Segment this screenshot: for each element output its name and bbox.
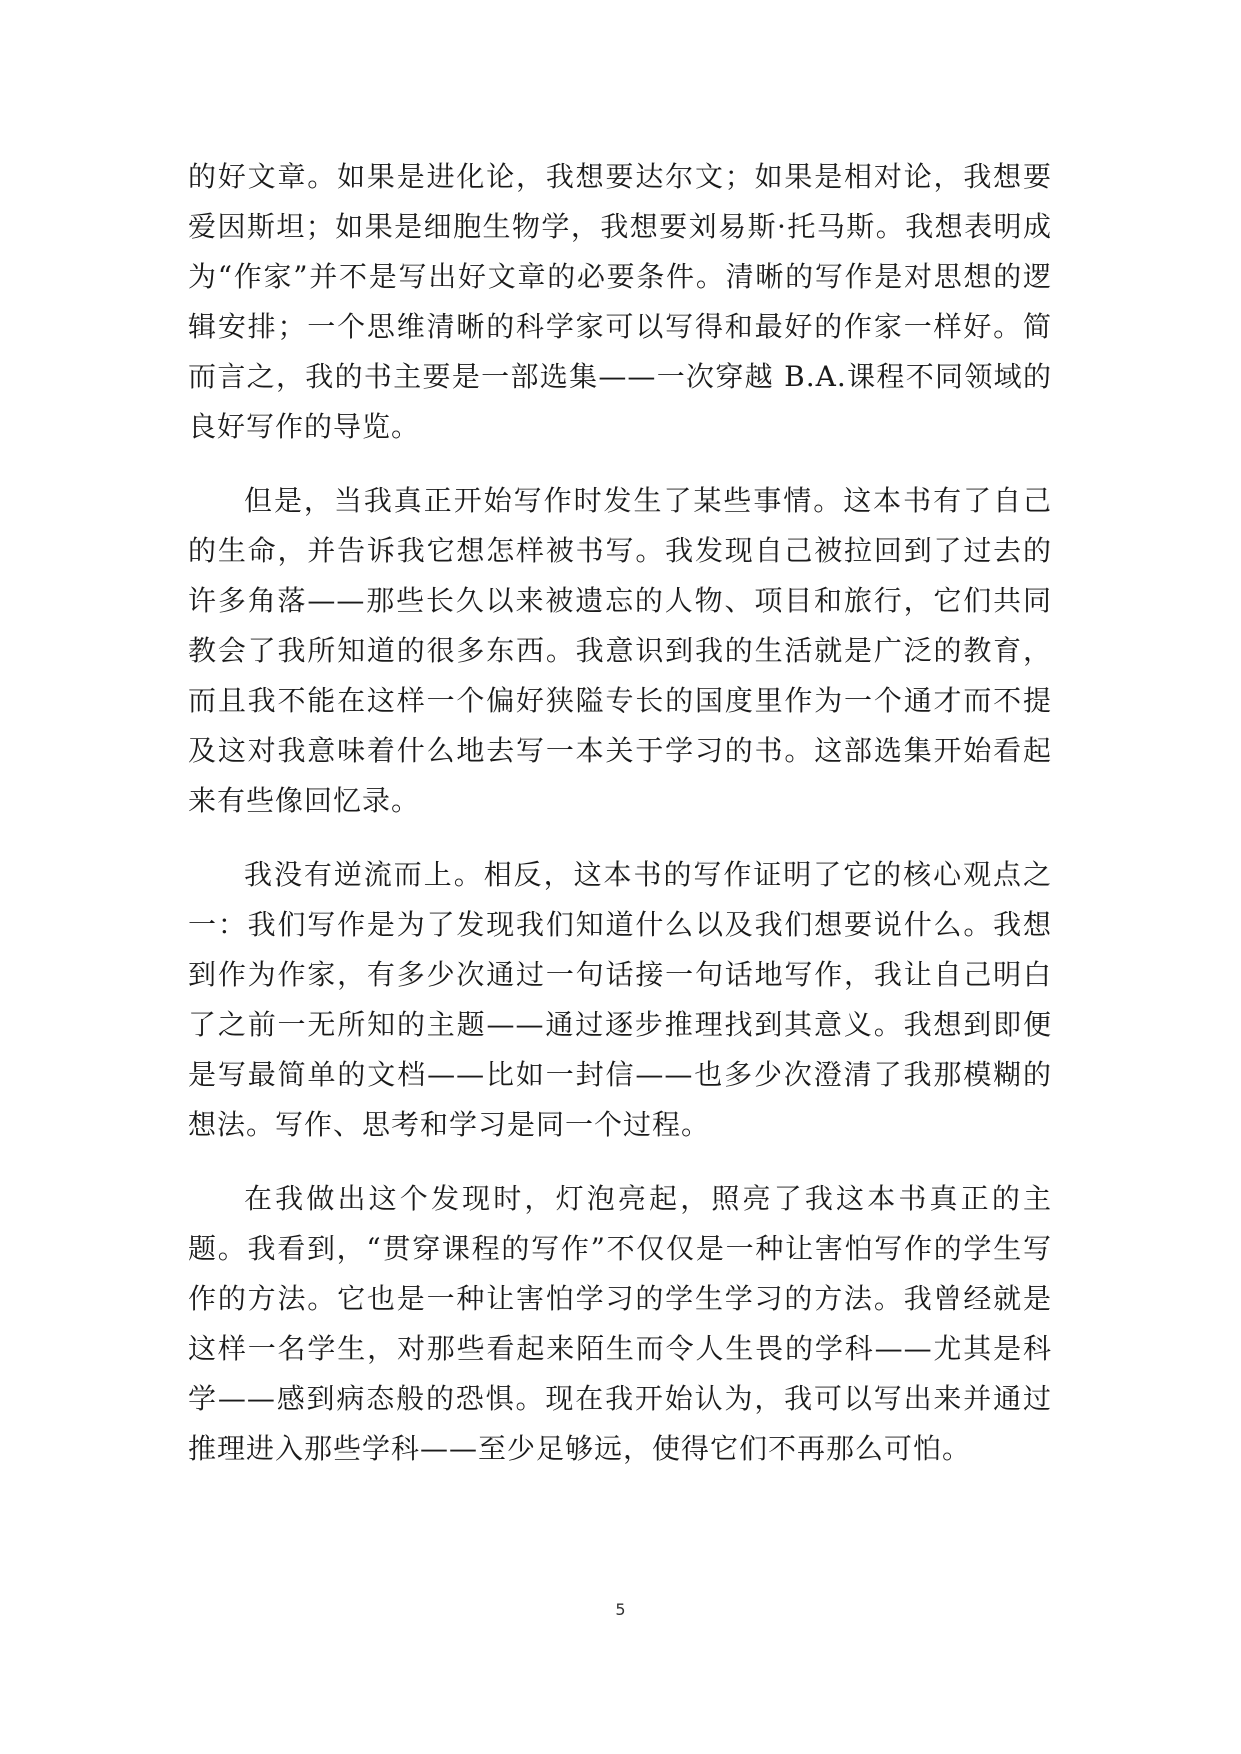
body-text (188, 152, 1052, 1474)
paragraph-3: 我没有逆流而上。相反，这本书的写作证明了它的核心观点之一：我们写作是为了发现我们知道什么以及我们想要说什么。我想到作为作家，有多少次通过一句话接一句话地写作，我让自己明白了之前一无所知的主题——通过逐步推理找到其意义。我想到即便是写最简单的文档——比如一封信——也多少次澄清了我那模糊的想法。写作、思考和学习是同一个过程。 (188, 858, 1052, 1141)
paragraph-4: 在我做出这个发现时，灯泡亮起，照亮了我这本书真正的主题。我看到，“贯穿课程的写作”不仅仅是一种让害怕写作的学生写作的方法。它也是一种让害怕学习的学生学习的方法。我曾经就是这样一名学生，对那些看起来陌生而令人生畏的学科——尤其是科学——感到病态般的恐惧。现在我开始认为，我可以写出来并通过推理进入那些学科——至少足够远，使得它们不再那么可怕。 (188, 1182, 1052, 1465)
paragraph-1: 的好文章。如果是进化论，我想要达尔文；如果是相对论，我想要爱因斯坦；如果是细胞生物学，我想要刘易斯·托马斯。我想表明成为“作家”并不是写出好文章的必要条件。清晰的写作是对思想的逻辑安排；一个思维清晰的科学家可以写得和最好的作家一样好。简而言之，我的书主要是一部选集——一次穿越 B.A.课程不同领域的良好写作的导览。 (188, 160, 1052, 443)
paragraph-2: 但是，当我真正开始写作时发生了某些事情。这本书有了自己的生命，并告诉我它想怎样被书写。我发现自己被拉回到了过去的许多角落——那些长久以来被遗忘的人物、项目和旅行，它们共同教会了我所知道的很多东西。我意识到我的生活就是广泛的教育，而且我不能在这样一个偏好狭隘专长的国度里作为一个通才而不提及这对我意味着什么地去写一本关于学习的书。这部选集开始看起来有些像回忆录。 (188, 484, 1052, 817)
page-number: 5 (615, 1600, 626, 1619)
